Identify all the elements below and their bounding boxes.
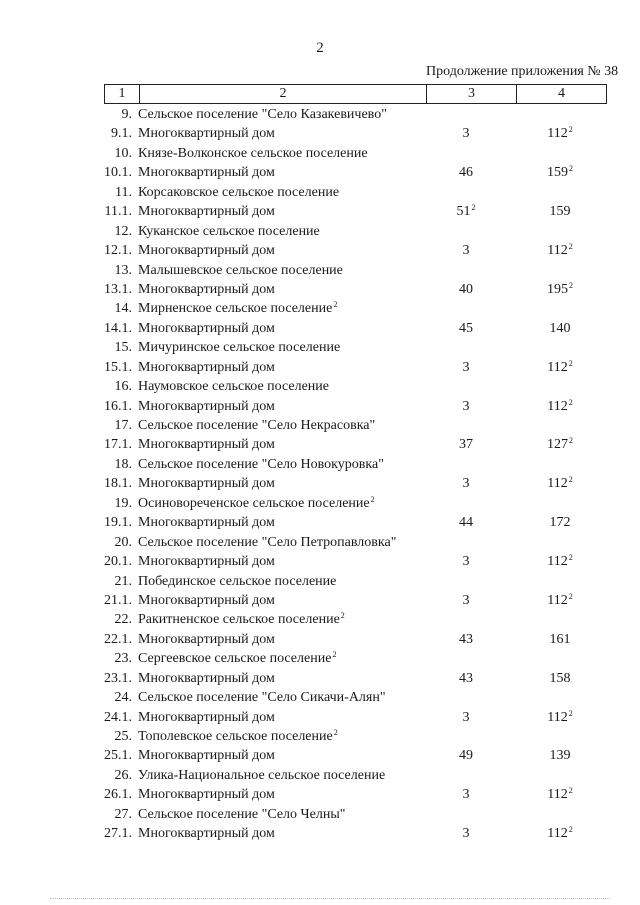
row-number-text: 27.	[114, 806, 132, 822]
footnote-marker: 2	[333, 300, 338, 310]
row-number	[95, 105, 132, 124]
footnote-marker: 2	[568, 358, 573, 368]
row-number	[95, 338, 132, 357]
row-name-text: Многоквартирный дом	[138, 826, 275, 842]
row-name	[138, 319, 275, 338]
row-number	[95, 397, 132, 416]
column-header-table	[104, 84, 607, 104]
row-number	[95, 630, 132, 649]
footnote-marker: 2	[471, 203, 476, 213]
row-number	[95, 533, 132, 552]
row-column-3	[426, 435, 506, 454]
row-column-4	[516, 785, 604, 804]
row-column-3-text: 3	[462, 126, 470, 142]
row-name-text: Осиновореченское сельское поселение	[138, 495, 370, 511]
row-column-4-text: 139	[549, 748, 571, 764]
footnote-marker: 2	[568, 397, 573, 407]
row-name	[138, 494, 375, 513]
table-row	[0, 766, 640, 785]
row-name	[138, 202, 275, 221]
row-name	[138, 766, 385, 785]
row-number	[95, 669, 132, 688]
row-number-text: 15.	[114, 340, 132, 356]
row-number-text: 15.1.	[104, 359, 132, 375]
row-number	[95, 435, 132, 454]
row-name	[138, 610, 345, 629]
row-number	[95, 280, 132, 299]
row-column-3	[426, 708, 506, 727]
row-name-text: Сельское поселение "Село Некрасовка"	[138, 418, 376, 433]
row-number	[95, 513, 132, 532]
row-number-text: 20.	[114, 534, 132, 550]
row-name-text: Корсаковское сельское поселение	[138, 184, 340, 200]
row-column-4	[516, 124, 604, 143]
row-name-text: Многоквартирный дом	[138, 748, 275, 764]
table-row	[0, 163, 640, 182]
scan-edge-line	[50, 898, 610, 900]
row-column-4	[516, 241, 604, 260]
row-name-text: Сельское поселение "Село Сикачи-Алян"	[138, 690, 386, 706]
footnote-marker: 2	[568, 591, 573, 601]
row-name-text: Куканское сельское поселение	[138, 223, 320, 239]
row-number-text: 13.1.	[104, 281, 132, 297]
row-column-4	[516, 824, 604, 843]
row-number-text: 18.1.	[104, 476, 132, 492]
row-column-3	[426, 552, 506, 571]
row-number	[95, 708, 132, 727]
row-name	[138, 280, 275, 299]
row-name	[138, 455, 384, 474]
table-row	[0, 610, 640, 629]
row-column-3-text: 43	[459, 670, 473, 686]
column-header-4: 4	[517, 85, 607, 104]
row-column-3	[426, 124, 506, 143]
table-row	[0, 144, 640, 163]
row-number-text: 19.1.	[104, 515, 132, 531]
row-number-text: 18.	[114, 456, 132, 472]
row-name	[138, 222, 320, 241]
row-number-text: 11.	[115, 184, 132, 200]
row-column-4-text: 127	[547, 437, 568, 453]
row-number-text: 14.	[114, 301, 132, 317]
table-row	[0, 377, 640, 396]
row-column-4	[516, 746, 604, 765]
footnote-marker: 2	[568, 786, 573, 796]
row-number	[95, 746, 132, 765]
row-number-text: 27.1.	[104, 826, 132, 842]
row-name-text: Ракитненское сельское поселение	[138, 612, 340, 628]
row-number	[95, 358, 132, 377]
row-name	[138, 513, 275, 532]
row-column-4	[516, 397, 604, 416]
row-number-text: 21.1.	[104, 592, 132, 608]
row-column-3	[426, 358, 506, 377]
row-column-4-text: 159	[547, 165, 568, 181]
table-row	[0, 688, 640, 707]
row-column-4-text: 159	[549, 204, 571, 220]
row-number-text: 22.	[114, 612, 132, 628]
row-name	[138, 824, 275, 843]
column-header-row	[105, 85, 607, 104]
row-name-text: Многоквартирный дом	[138, 281, 275, 297]
row-column-3-text: 3	[462, 592, 470, 608]
footnote-marker: 2	[569, 436, 573, 446]
table-row	[0, 805, 640, 824]
row-column-3	[426, 630, 506, 649]
row-column-4	[516, 513, 604, 532]
row-column-4-text: 112	[547, 359, 568, 375]
row-number	[95, 727, 132, 746]
row-column-3-text: 43	[459, 631, 473, 647]
row-column-4-text: 112	[547, 554, 568, 570]
row-name-text: Многоквартирный дом	[138, 320, 275, 336]
row-name	[138, 377, 329, 396]
row-column-4	[516, 591, 604, 610]
row-name	[138, 299, 337, 318]
table-row	[0, 513, 640, 532]
row-name	[138, 785, 275, 804]
row-number-text: 17.1.	[104, 437, 132, 453]
table-row	[0, 708, 640, 727]
footnote-marker: 2	[370, 494, 375, 504]
row-number-text: 14.1.	[104, 320, 132, 336]
footnote-marker: 2	[569, 164, 573, 174]
footnote-marker: 2	[569, 280, 573, 290]
footnote-marker: 2	[568, 553, 573, 563]
row-name	[138, 261, 343, 280]
row-name	[138, 358, 275, 377]
row-name	[138, 746, 275, 765]
row-name	[138, 416, 375, 435]
row-name	[138, 708, 275, 727]
table-row	[0, 474, 640, 493]
row-number-text: 25.	[114, 729, 132, 744]
row-number-text: 23.1.	[104, 670, 132, 686]
row-name	[138, 105, 387, 124]
footnote-marker: 2	[568, 475, 573, 485]
table-row	[0, 397, 640, 416]
row-column-3-text: 45	[459, 320, 473, 336]
table-body	[0, 105, 640, 844]
row-column-4	[516, 669, 604, 688]
row-number-text: 9.	[121, 107, 132, 122]
table-row	[0, 416, 640, 435]
footnote-marker: 2	[340, 611, 345, 621]
row-name-text: Многоквартирный дом	[138, 592, 275, 608]
row-column-4	[516, 435, 604, 454]
row-name-text: Многоквартирный дом	[138, 359, 275, 375]
table-row	[0, 338, 640, 357]
row-column-3	[426, 280, 506, 299]
row-number	[95, 299, 132, 318]
row-column-4-text: 195	[547, 281, 568, 297]
row-column-4-text: 112	[547, 243, 568, 259]
row-number	[95, 552, 132, 571]
row-column-4-text: 112	[547, 709, 568, 725]
row-column-4-text: 161	[549, 631, 571, 647]
table-row	[0, 824, 640, 843]
table-row	[0, 202, 640, 221]
row-name	[138, 669, 275, 688]
row-number	[95, 183, 132, 202]
row-column-3	[426, 746, 506, 765]
row-name-text: Многоквартирный дом	[138, 476, 275, 492]
row-name-text: Наумовское сельское поселение	[138, 379, 330, 395]
row-name	[138, 241, 275, 260]
row-name	[138, 572, 336, 591]
row-column-3-text: 40	[459, 281, 473, 297]
row-number	[95, 805, 132, 824]
row-number	[95, 688, 132, 707]
row-column-3-text: 3	[462, 398, 470, 414]
row-name	[138, 805, 345, 824]
row-name	[138, 183, 339, 202]
row-column-3-text: 46	[459, 165, 473, 181]
row-column-3-text: 3	[462, 359, 470, 375]
row-name-text: Многоквартирный дом	[138, 437, 275, 453]
row-name-text: Князе-Волконское сельское поселение	[138, 145, 368, 161]
row-number	[95, 377, 132, 396]
row-column-4	[516, 202, 604, 221]
row-name	[138, 474, 275, 493]
table-row	[0, 552, 640, 571]
row-number-text: 26.	[114, 767, 132, 783]
table-row	[0, 435, 640, 454]
row-name-text: Сельское поселение "Село Новокуровка"	[138, 456, 384, 472]
row-name	[138, 144, 368, 163]
row-number	[95, 222, 132, 241]
row-number	[95, 455, 132, 474]
row-column-4	[516, 630, 604, 649]
table-row	[0, 649, 640, 668]
row-name-text: Многоквартирный дом	[138, 398, 275, 414]
row-number	[95, 649, 132, 668]
row-column-4-text: 112	[547, 398, 568, 414]
page-number: 2	[316, 40, 324, 56]
row-column-4	[516, 474, 604, 493]
column-header-2: 2	[140, 85, 427, 104]
row-column-4-text: 158	[549, 670, 571, 686]
row-name-text: Многоквартирный дом	[138, 165, 275, 181]
row-number	[95, 163, 132, 182]
row-name-text: Побединское сельское поселение	[138, 573, 337, 589]
table-row	[0, 261, 640, 280]
row-column-4	[516, 358, 604, 377]
table-row	[0, 280, 640, 299]
row-name-text: Мирненское сельское поселение	[138, 301, 333, 317]
row-name	[138, 338, 340, 357]
footnote-marker: 2	[333, 728, 338, 737]
row-number	[95, 591, 132, 610]
row-number-text: 10.	[114, 145, 132, 161]
row-column-3-text: 44	[459, 515, 473, 531]
row-number-text: 11.1.	[104, 204, 132, 220]
table-row	[0, 319, 640, 338]
row-name-text: Малышевское сельское поселение	[138, 262, 343, 278]
row-name	[138, 124, 275, 143]
row-column-4-text: 112	[547, 126, 568, 142]
row-name-text: Сельское поселение "Село Челны"	[138, 806, 346, 822]
row-name-text: Многоквартирный дом	[138, 709, 275, 725]
row-number	[95, 494, 132, 513]
column-header-3: 3	[427, 85, 517, 104]
row-number-text: 22.1.	[104, 631, 132, 647]
row-number-text: 12.	[114, 223, 132, 239]
table-row	[0, 358, 640, 377]
row-number	[95, 572, 132, 591]
row-column-4-text: 112	[547, 592, 568, 608]
row-column-4-text: 112	[547, 826, 568, 842]
table-row	[0, 533, 640, 552]
row-number	[95, 144, 132, 163]
row-name-text: Многоквартирный дом	[138, 554, 275, 570]
table-row	[0, 105, 640, 124]
row-column-3-text: 3	[462, 787, 470, 803]
row-column-3-text: 3	[462, 243, 470, 259]
row-number-text: 16.1.	[104, 398, 132, 414]
row-number	[95, 416, 132, 435]
row-column-3-text: 3	[462, 554, 470, 570]
table-row	[0, 241, 640, 260]
row-column-4	[516, 319, 604, 338]
row-column-3-text: 51	[456, 204, 471, 220]
row-name-text: Многоквартирный дом	[138, 670, 275, 686]
row-number	[95, 319, 132, 338]
row-column-3	[426, 669, 506, 688]
row-name	[138, 397, 275, 416]
row-column-3-text: 49	[459, 748, 473, 764]
row-column-4-text: 140	[549, 320, 571, 336]
row-number	[95, 766, 132, 785]
row-number	[95, 241, 132, 260]
row-name-text: Сельское поселение "Село Казакевичево"	[138, 107, 387, 122]
table-row	[0, 124, 640, 143]
footnote-marker: 2	[332, 650, 337, 660]
footnote-marker: 2	[568, 708, 573, 718]
row-name-text: Многоквартирный дом	[138, 631, 275, 647]
row-name	[138, 649, 336, 668]
row-name-text: Многоквартирный дом	[138, 787, 275, 803]
row-column-4-text: 112	[547, 476, 568, 492]
row-column-3-text: 3	[462, 709, 470, 725]
row-number-text: 9.1.	[111, 126, 132, 142]
row-name	[138, 591, 275, 610]
table-row	[0, 746, 640, 765]
row-name	[138, 163, 275, 182]
row-name	[138, 727, 338, 746]
table-row	[0, 785, 640, 804]
row-number-text: 13.	[114, 262, 132, 278]
row-column-3	[426, 397, 506, 416]
row-column-3	[426, 163, 506, 182]
table-row	[0, 630, 640, 649]
table-row	[0, 669, 640, 688]
row-column-3	[426, 202, 506, 221]
row-number	[95, 474, 132, 493]
row-name-text: Многоквартирный дом	[138, 243, 275, 259]
row-number-text: 12.1.	[104, 243, 132, 259]
row-name	[138, 630, 275, 649]
table-row	[0, 572, 640, 591]
row-name-text: Многоквартирный дом	[138, 204, 275, 220]
column-header-1: 1	[105, 85, 140, 104]
row-name-text: Многоквартирный дом	[138, 515, 275, 531]
row-column-3-text: 37	[459, 437, 473, 453]
row-number-text: 16.	[114, 379, 132, 395]
row-column-4	[516, 552, 604, 571]
table-row	[0, 494, 640, 513]
row-column-3	[426, 824, 506, 843]
row-column-3-text: 3	[462, 476, 470, 492]
row-column-3	[426, 319, 506, 338]
row-column-4	[516, 708, 604, 727]
row-number-text: 19.	[114, 495, 132, 511]
row-number-text: 17.	[114, 418, 132, 433]
row-number	[95, 824, 132, 843]
row-number	[95, 610, 132, 629]
table-row	[0, 299, 640, 318]
row-number-text: 23.	[114, 651, 132, 667]
row-column-4-text: 112	[547, 787, 568, 803]
row-column-3	[426, 785, 506, 804]
row-column-3-text: 3	[462, 826, 470, 842]
row-name	[138, 688, 386, 707]
row-number	[95, 261, 132, 280]
row-name	[138, 435, 275, 454]
row-column-4	[516, 163, 604, 182]
row-name-text: Улика-Национальное сельское поселение	[138, 767, 386, 783]
row-column-4	[516, 280, 604, 299]
row-number-text: 25.1.	[104, 748, 132, 764]
row-number	[95, 785, 132, 804]
appendix-continuation-note: Продолжение приложения № 38	[426, 64, 619, 79]
footnote-marker: 2	[568, 125, 573, 135]
row-number-text: 24.1.	[104, 709, 132, 725]
table-row	[0, 183, 640, 202]
row-column-4-text: 172	[549, 515, 571, 531]
row-name-text: Мичуринское сельское поселение	[138, 340, 341, 356]
row-name-text: Тополевское сельское поселение	[138, 729, 333, 744]
footnote-marker: 2	[568, 825, 573, 835]
row-number-text: 20.1.	[104, 554, 132, 570]
row-name	[138, 533, 396, 552]
row-column-3	[426, 474, 506, 493]
table-row	[0, 222, 640, 241]
footnote-marker: 2	[568, 242, 573, 252]
row-number-text: 26.1.	[104, 787, 132, 803]
row-name	[138, 552, 275, 571]
row-name-text: Сергеевское сельское поселение	[138, 651, 332, 667]
row-number-text: 24.	[114, 690, 132, 706]
table-row	[0, 455, 640, 474]
row-number-text: 10.1.	[104, 165, 132, 181]
row-name-text: Сельское поселение "Село Петропавловка"	[138, 534, 397, 550]
row-column-3	[426, 513, 506, 532]
row-number-text: 21.	[114, 573, 132, 589]
row-number	[95, 124, 132, 143]
row-column-3	[426, 241, 506, 260]
row-column-3	[426, 591, 506, 610]
row-name-text: Многоквартирный дом	[138, 126, 275, 142]
table-row	[0, 591, 640, 610]
table-row	[0, 727, 640, 746]
row-number	[95, 202, 132, 221]
